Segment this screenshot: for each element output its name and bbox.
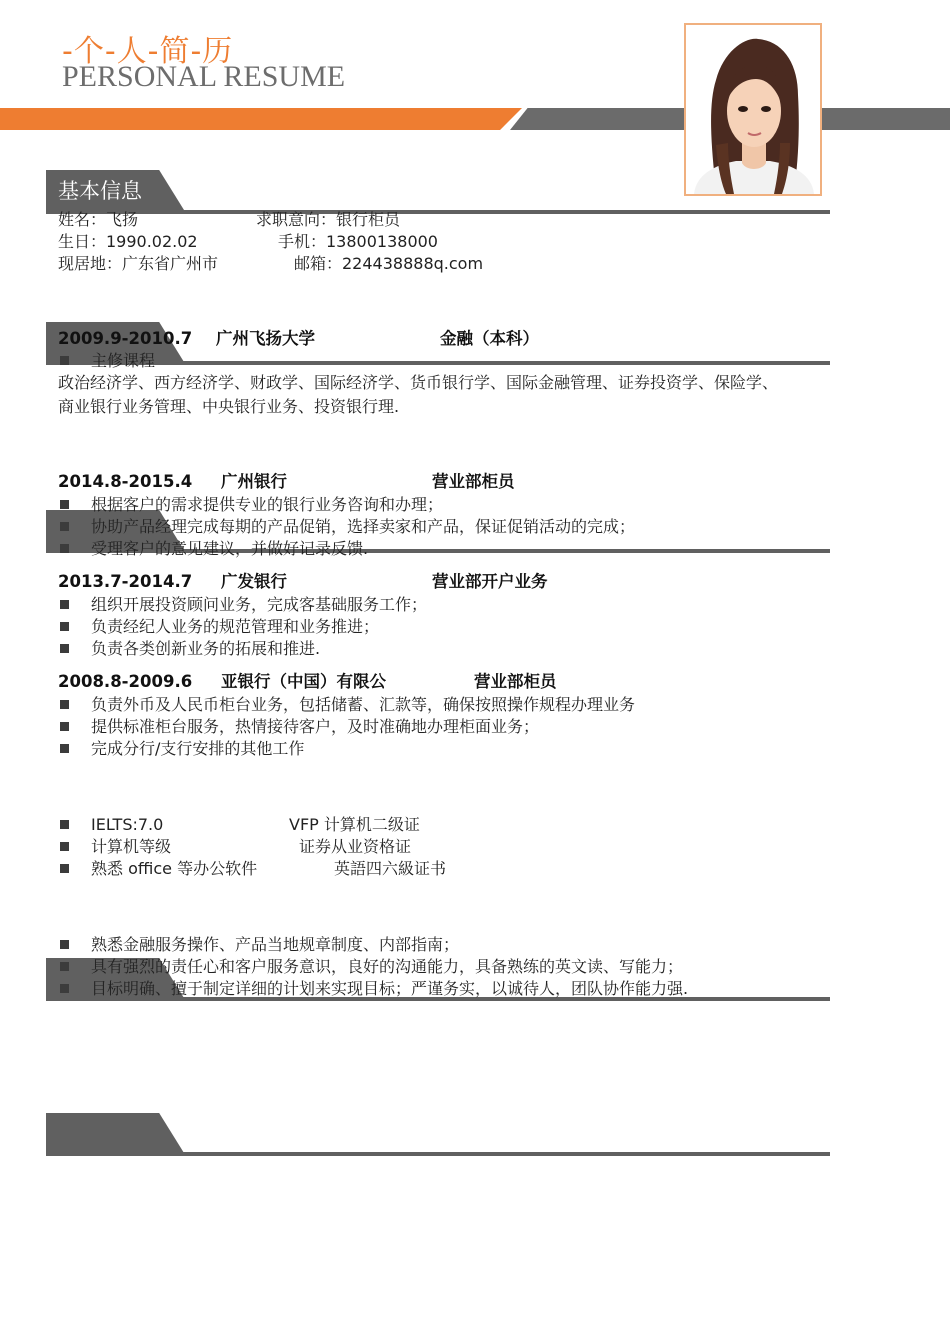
bullet-square: [60, 940, 69, 949]
basic-name: 姓名：飞扬: [58, 210, 139, 229]
bullet-square: [60, 600, 69, 609]
basic-location: 现居地：广东省广州市: [58, 254, 219, 273]
section-line-education: [46, 361, 830, 365]
bullet-square: [60, 356, 69, 365]
eval-item: 具有强烈的责任心和客户服务意识，良好的沟通能力，具备熟练的英文读、写能力；: [91, 957, 684, 976]
bullet-square: [60, 700, 69, 709]
resume-title-cn: -个-人-简-历: [62, 34, 234, 69]
edu-courses-line: 政治经济学、西方经济学、财政学、国际经济学、货币银行学、国际金融管理、证券投资学、保险学、: [58, 373, 779, 392]
job-item: 负责各类创新业务的拓展和推进.: [91, 639, 321, 658]
section-line-empty: [46, 1152, 830, 1156]
job-role: 营业部柜员: [474, 672, 557, 691]
bullet-square: [60, 962, 69, 971]
job-item: 根据客户的需求提供专业的银行业务咨询和办理；: [91, 495, 444, 514]
bullet-square: [60, 522, 69, 531]
edu-major: 金融（本科）: [440, 329, 539, 348]
bullet-square: [60, 842, 69, 851]
job-company: 广州银行: [221, 472, 287, 491]
header-orange-bar: [0, 108, 522, 130]
cert-item: 英語四六級证书: [334, 859, 447, 878]
job-role: 营业部柜员: [432, 472, 515, 491]
job-role: 营业部开户业务: [432, 572, 548, 591]
bullet-square: [60, 744, 69, 753]
edu-school: 广州飞扬大学: [216, 329, 315, 348]
bullet-square: [60, 644, 69, 653]
job-period: 2008.8-2009.6: [58, 672, 193, 691]
job-period: 2014.8-2015.4: [58, 472, 193, 491]
cert-item: 证券从业资格证: [299, 837, 412, 856]
eval-item: 目标明确、擅于制定详细的计划来实现目标；严谨务实，以诚待人，团队协作能力强.: [91, 979, 689, 998]
cert-item: VFP 计算机二级证: [289, 815, 420, 834]
portrait-image: [686, 25, 820, 194]
job-item: 协助产品经理完成每期的产品促销，选择卖家和产品，保证促销活动的完成；: [91, 517, 636, 536]
cert-item: IELTS:7.0: [91, 815, 164, 834]
bullet-square: [60, 500, 69, 509]
job-item: 提供标准柜台服务，热情接待客户，及时准确地办理柜面业务；: [91, 717, 540, 736]
resume-title-en: PERSONAL RESUME: [62, 60, 346, 93]
job-item: 组织开展投资顾问业务，完成客基础服务工作；: [91, 595, 428, 614]
job-item: 受理客户的意见建议，并做好记录反馈.: [91, 539, 369, 558]
bullet-square: [60, 544, 69, 553]
job-item: 负责经纪人业务的规范管理和业务推进；: [91, 617, 380, 636]
edu-period: 2009.9-2010.7: [58, 329, 193, 348]
job-company: 亚银行（中国）有限公: [221, 672, 386, 691]
edu-courses-title: 主修课程: [91, 351, 156, 370]
eval-item: 熟悉金融服务操作、产品当地规章制度、内部指南；: [91, 935, 460, 954]
cert-item: 熟悉 office 等办公软件: [91, 859, 258, 878]
bullet-square: [60, 820, 69, 829]
bullet-square: [60, 722, 69, 731]
section-line-basic: [46, 210, 830, 214]
job-item: 负责外币及人民币柜台业务，包括储蓄、汇款等，确保按照操作规程办理业务: [91, 695, 636, 714]
basic-email: 邮箱：224438888q.com: [294, 254, 484, 273]
job-item: 完成分行/支行安排的其他工作: [91, 739, 305, 758]
section-tab-empty: [46, 1113, 184, 1153]
bullet-square: [60, 864, 69, 873]
basic-birth: 生日：1990.02.02: [58, 232, 198, 251]
edu-courses-line: 商业银行业务管理、中央银行业务、投资银行理.: [58, 397, 400, 416]
bullet-square: [60, 984, 69, 993]
profile-photo: [684, 23, 822, 196]
cert-item: 计算机等级: [91, 837, 172, 856]
basic-phone: 手机：13800138000: [278, 232, 438, 251]
job-period: 2013.7-2014.7: [58, 572, 193, 591]
bullet-square: [60, 622, 69, 631]
job-company: 广发银行: [221, 572, 287, 591]
basic-intent: 求职意向：银行柜员: [256, 210, 401, 229]
section-label-basic: 基本信息: [58, 179, 142, 203]
